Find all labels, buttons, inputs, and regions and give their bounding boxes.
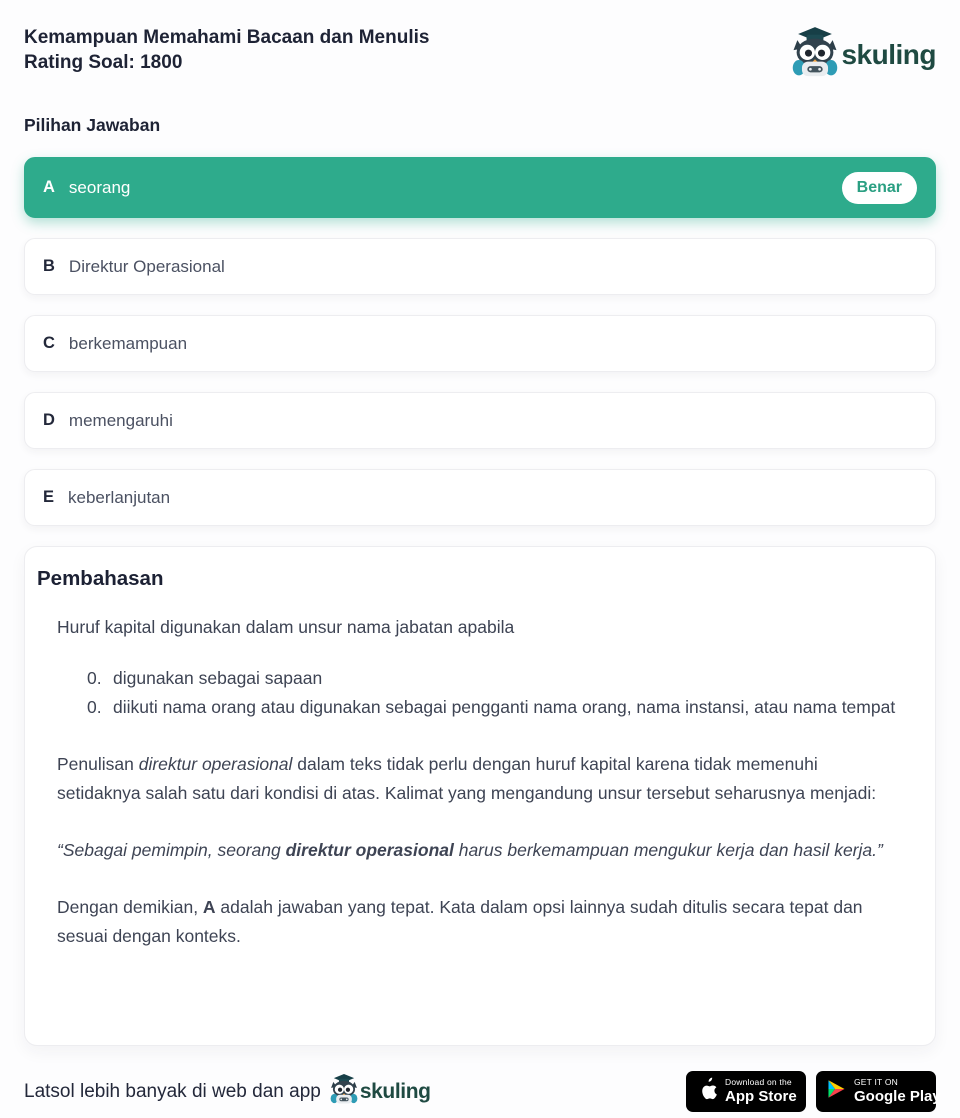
list-item-text: diikuti nama orang atau digunakan sebagai pengganti nama orang, nama instansi, atau nama tempat	[113, 697, 896, 717]
header	[24, 25, 936, 82]
badge-store-name: App Store	[725, 1087, 797, 1105]
answer-options-heading: Pilihan Jawaban	[24, 115, 161, 135]
answer-option-d[interactable]	[24, 392, 936, 449]
google-play-icon	[827, 1078, 846, 1105]
app-store-badge[interactable]	[686, 1071, 806, 1112]
brand-wordmark: skuling	[841, 38, 936, 70]
explanation-intro: Huruf kapital digunakan dalam unsur nama jabatan apabila	[57, 617, 515, 637]
footer	[24, 1071, 941, 1112]
explanation-content	[57, 613, 905, 951]
explanation-card	[24, 546, 936, 1046]
option-text: keberlanjutan	[68, 487, 171, 507]
owl-logo-icon	[792, 27, 838, 82]
option-text: berkemampuan	[68, 333, 188, 353]
footer-brand-logo	[330, 1074, 431, 1110]
explanation-list	[87, 664, 905, 722]
store-badges	[686, 1071, 941, 1112]
answer-option-e[interactable]	[24, 469, 936, 526]
google-play-badge[interactable]	[816, 1071, 941, 1112]
option-text: Direktur Operasional	[68, 256, 225, 276]
option-letter: A	[43, 178, 55, 196]
option-letter: D	[43, 411, 55, 429]
brand-wordmark: skuling	[359, 1079, 431, 1103]
list-marker: 0.	[87, 668, 102, 688]
question-category-title: Kemampuan Memahami Bacaan dan Menulis	[24, 27, 430, 48]
answer-option-a[interactable]	[24, 157, 936, 218]
apple-icon	[697, 1077, 717, 1106]
answer-option-b[interactable]	[24, 238, 936, 295]
answer-options-list	[24, 157, 936, 526]
option-text: seorang	[68, 177, 131, 197]
explanation-conclusion: Dengan demikian, A adalah jawaban yang tepat. Kata dalam opsi lainnya sudah ditulis secara tepat dan sesuai dengan konteks.	[57, 897, 863, 946]
footer-promo	[24, 1074, 431, 1110]
option-letter: C	[43, 334, 55, 352]
page-title	[24, 25, 429, 75]
option-letter: E	[43, 488, 55, 506]
question-rating: Rating Soal: 1800	[24, 52, 183, 73]
footer-promo-text: Latsol lebih banyak di web dan app	[24, 1080, 321, 1102]
owl-logo-icon	[330, 1074, 358, 1110]
badge-store-name: Google Play	[854, 1087, 941, 1105]
badge-tagline: GET IT ON	[854, 1076, 898, 1087]
list-item-text: digunakan sebagai sapaan	[113, 668, 323, 688]
option-text: memengaruhi	[68, 410, 173, 430]
explanation-paragraph: Penulisan direktur operasional dalam teks tidak perlu dengan huruf kapital karena tidak memenuhi setidaknya salah satu dari kondisi di atas. Kalimat yang mengandung unsur tersebut seharusnya menjadi:	[57, 754, 877, 803]
answer-option-c[interactable]	[24, 315, 936, 372]
list-marker: 0.	[87, 697, 102, 717]
correct-status-badge: Benar	[842, 172, 917, 204]
explanation-heading: Pembahasan	[37, 567, 164, 590]
brand-logo	[792, 27, 936, 82]
corrected-sentence-quote: “Sebagai pemimpin, seorang direktur operasional harus berkemampuan mengukur kerja dan hasil kerja.”	[57, 840, 883, 860]
option-letter: B	[43, 257, 55, 275]
list-item	[87, 664, 905, 693]
list-item	[87, 693, 905, 722]
badge-tagline: Download on the	[725, 1076, 792, 1087]
